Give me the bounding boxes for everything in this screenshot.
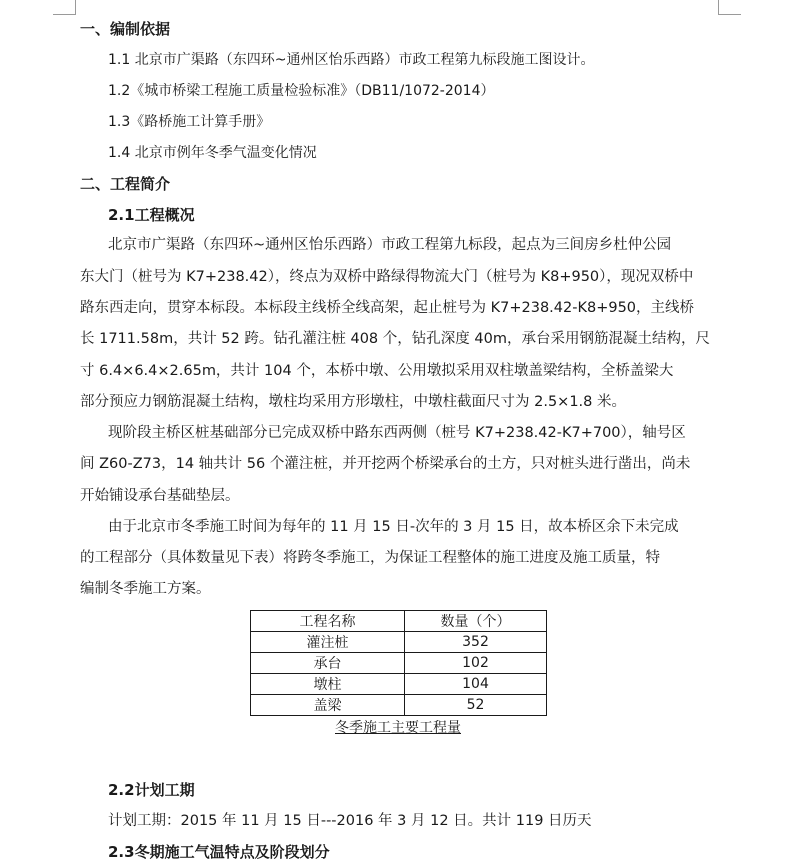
table-cell: 盖梁 [251,695,405,716]
table-header-row [251,611,547,632]
section-heading-overview: 二、工程简介 [80,175,171,193]
table-cell: 352 [405,632,547,653]
overview-para2-line3: 开始铺设承台基础垫层。 [80,488,240,504]
table-header-cell: 数量（个） [405,611,547,632]
basis-item-3: 1.3《路桥施工计算手册》 [108,114,271,130]
table-cell: 102 [405,653,547,674]
basis-item-1: 1.1 北京市广渠路（东四环~通州区怡乐西路）市政工程第九标段施工图设计。 [108,52,595,68]
overview-para1-line3: 路东西走向，贯穿本标段。本标段主线桥全线高架，起止桩号为 K7+238.42-K8+950，主线桥 [80,300,695,316]
basis-item-2: 1.2《城市桥梁工程施工质量检验标准》（DB11/1072-2014） [108,83,495,99]
overview-para3-line3: 编制冬季施工方案。 [80,581,211,597]
overview-para3-line1: 由于北京市冬季施工时间为每年的 11 月 15 日-次年的 3 月 15 日，故本桥区余下未完成 [108,519,679,535]
table-caption: 冬季施工主要工程量 [335,720,461,736]
table-row [251,632,547,653]
basis-item-4: 1.4 北京市例年冬季气温变化情况 [108,145,317,161]
table-row [251,653,547,674]
overview-para3-line2: 的工程部分（具体数量见下表）将跨冬季施工，为保证工程整体的施工进度及施工质量，特 [80,550,660,566]
subheading-project-overview: 2.1工程概况 [108,206,195,224]
table-row [251,674,547,695]
winter-quantity-table [250,610,547,716]
table-cell: 承台 [251,653,405,674]
table-cell: 104 [405,674,547,695]
section-heading-basis: 一、编制依据 [80,20,171,38]
overview-para1-line1: 北京市广渠路（东四环~通州区怡乐西路）市政工程第九标段，起点为三间房乡杜仲公园 [108,237,672,253]
schedule-text: 计划工期：2015 年 11 月 15 日---2016 年 3 月 12 日。共计 119 日历天 [108,813,592,829]
overview-para2-line2: 间 Z60-Z73，14 轴共计 56 个灌注桩，并开挖两个桥梁承台的土方，只对桩头进行凿出，尚未 [80,456,691,472]
table-cell: 灌注桩 [251,632,405,653]
page-corner-mark-left [53,0,76,15]
overview-para1-line2: 东大门（桩号为 K7+238.42），终点为双桥中路绿得物流大门（桩号为 K8+950），现况双桥中 [80,269,694,285]
table-cell: 墩柱 [251,674,405,695]
subheading-schedule: 2.2计划工期 [108,781,195,799]
overview-para1-line4: 长 1711.58m，共计 52 跨。钻孔灌注桩 408 个，钻孔深度 40m，承台采用钢筋混凝土结构，尺 [80,331,710,347]
subheading-winter-climate: 2.3冬期施工气温特点及阶段划分 [108,843,330,861]
overview-para1-line5: 寸 6.4×6.4×2.65m，共计 104 个，本桥中墩、公用墩拟采用双柱墩盖梁结构，全桥盖梁大 [80,363,674,379]
table-row [251,695,547,716]
page-corner-mark-right [718,0,741,15]
overview-para1-line6: 部分预应力钢筋混凝土结构，墩柱均采用方形墩柱，中墩柱截面尺寸为 2.5×1.8 米。 [80,394,626,410]
table-header-cell: 工程名称 [251,611,405,632]
overview-para2-line1: 现阶段主桥区桩基础部分已完成双桥中路东西两侧（桩号 K7+238.42-K7+700），轴号区 [108,425,686,441]
table-cell: 52 [405,695,547,716]
